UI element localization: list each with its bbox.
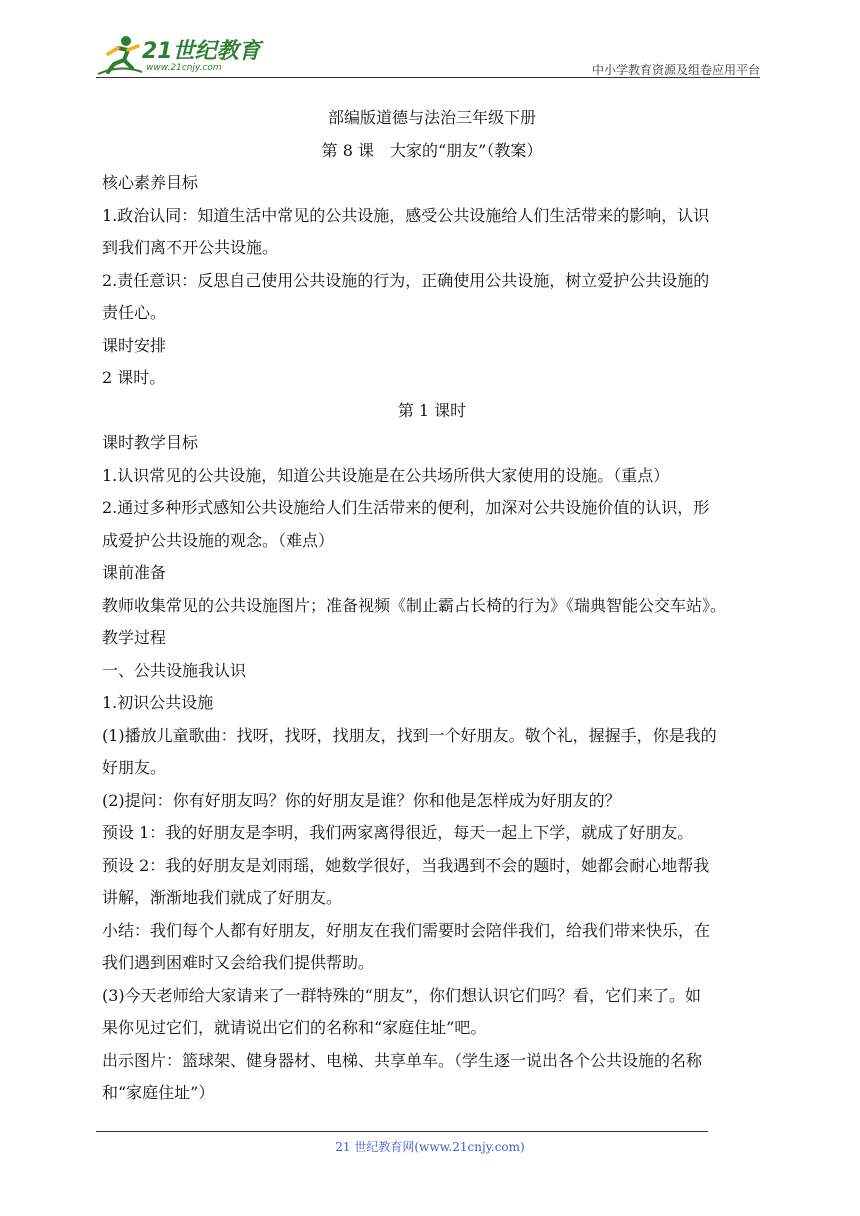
section-heading: 教学过程 [102, 628, 167, 647]
paragraph-line: 果你见过它们，就请说出它们的名称和“家庭住址”吧。 [102, 1018, 487, 1037]
paragraph-line: 成爱护公共设施的观念。（难点） [102, 530, 335, 550]
document-subtitle: 第 8 课 大家的“朋友”（教案） [321, 140, 543, 160]
page-footer: 21 世纪教育网(www.21cnjy.com) [335, 1140, 525, 1154]
logo-url: www.21cnjy.com [146, 63, 222, 73]
section-heading: 课前准备 [102, 563, 167, 582]
paragraph-line: (2)提问：你有好朋友吗？你的好朋友是谁？你和他是怎样成为好朋友的？ [102, 790, 621, 810]
paragraph-line: 2.通过多种形式感知公共设施给人们生活带来的便利，加深对公共设施价值的认识，形 [102, 498, 710, 517]
paragraph-line: 出示图片：篮球架、健身器材、电梯、共享单车。（学生逐一说出各个公共设施的名称 [102, 1050, 703, 1070]
paragraph-line: 预设 1：我的好朋友是李明，我们两家离得很近，每天一起上下学，就成了好朋友。 [102, 823, 694, 842]
paragraph-line: 我们遇到困难时又会给我们提供帮助。 [102, 953, 375, 972]
paragraph-line: (1)播放儿童歌曲：找呀，找呀，找朋友，找到一个好朋友。敬个礼，握握手，你是我的 [102, 725, 717, 745]
paragraph-line: 讲解，渐渐地我们就成了好朋友。 [102, 888, 343, 907]
header-divider [96, 77, 760, 78]
section-heading: 核心素养目标 [102, 173, 199, 192]
paragraph-line: 责任心。 [102, 303, 167, 322]
runner-logo-icon [96, 34, 144, 76]
paragraph-line: 教师收集常见的公共设施图片；准备视频《制止霸占长椅的行为》《瑞典智能公交车站》。 [102, 595, 727, 615]
logo-text: 21世纪教育 [142, 39, 261, 64]
paragraph-line: 小结：我们每个人都有好朋友，好朋友在我们需要时会陪伴我们，给我们带来快乐，在 [102, 920, 711, 940]
paragraph-line: 和“家庭住址”） [102, 1083, 215, 1102]
paragraph-line: 1.政治认同：知道生活中常见的公共设施，感受公共设施给人们生活带来的影响，认识 [102, 205, 710, 225]
paragraph-line: (3)今天老师给大家请来了一群特殊的“朋友”，你们想认识它们吗？看，它们来了。如 [102, 985, 702, 1005]
section-heading: 课时教学目标 [102, 433, 199, 452]
logo [96, 30, 266, 80]
paragraph-line: 好朋友。 [102, 758, 167, 777]
platform-name: 中小学教育资源及组卷应用平台 [591, 63, 760, 77]
paragraph-line: 2.责任意识：反思自己使用公共设施的行为，正确使用公共设施，树立爱护公共设施的 [102, 270, 710, 290]
section-heading: 课时安排 [102, 335, 167, 355]
page-header [96, 30, 760, 80]
paragraph-line: 2 课时。 [102, 368, 166, 387]
paragraph-line: 一、公共设施我认识 [102, 660, 247, 680]
footer-divider [96, 1131, 708, 1132]
lesson-heading: 第 1 课时 [397, 400, 467, 420]
paragraph-line: 预设 2：我的好朋友是刘雨瑶，她数学很好，当我遇到不会的题时，她都会耐心地帮我 [102, 855, 710, 875]
paragraph-line: 1.初识公共设施 [102, 693, 214, 712]
paragraph-line: 1.认识常见的公共设施，知道公共设施是在公共场所供大家使用的设施。（重点） [102, 465, 670, 485]
document-body [102, 102, 762, 1110]
document-title: 部编版道德与法治三年级下册 [327, 108, 536, 127]
paragraph-line: 到我们离不开公共设施。 [102, 238, 279, 257]
